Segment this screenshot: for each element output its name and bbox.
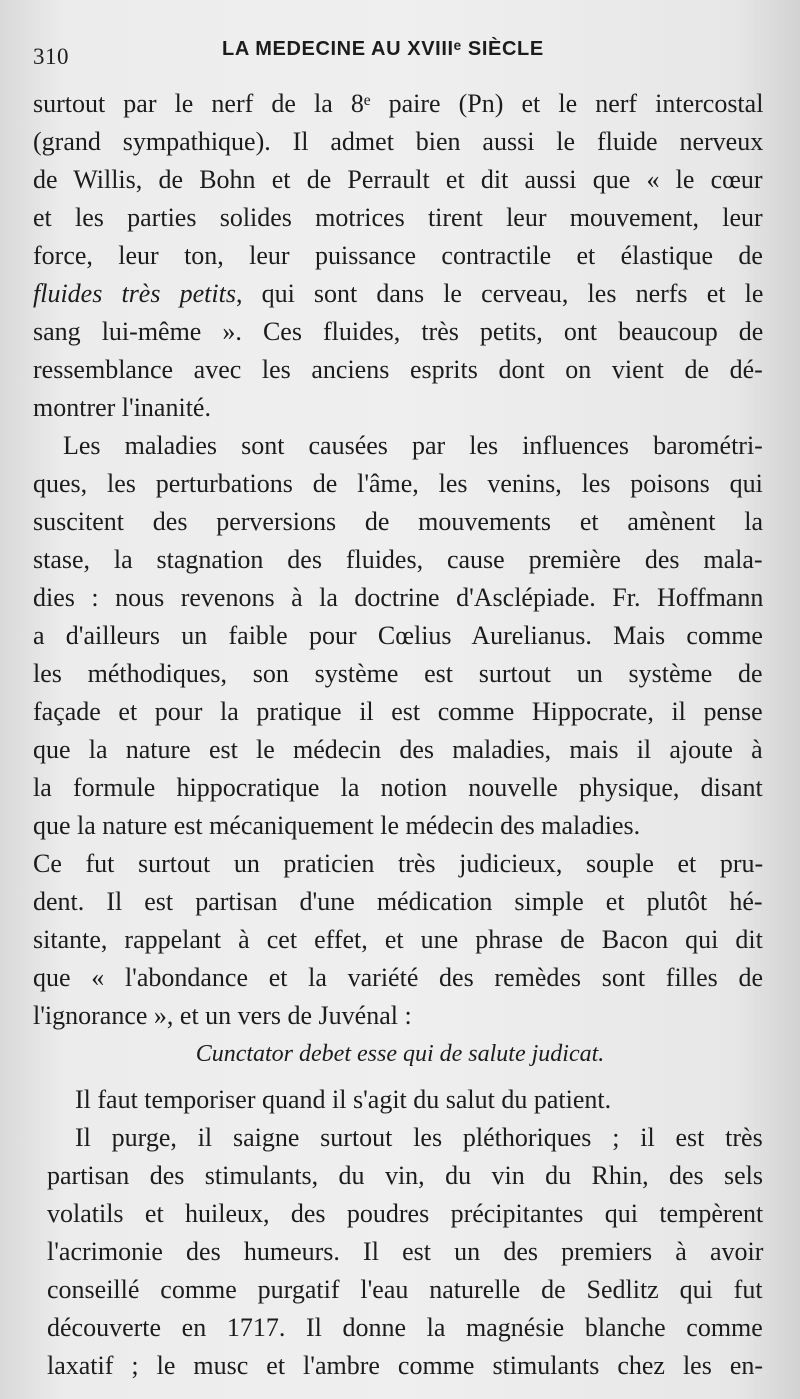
text-line: l'acrimonie des humeurs. Il est un des premiers à avoir	[47, 1237, 764, 1266]
italic-phrase: fluides très petits	[33, 279, 236, 308]
text-line: façade et pour la pratique il est comme Hippocrate, il pense	[33, 697, 763, 726]
text-line: découverte en 1717. Il donne la magnésie blanche comme	[47, 1313, 763, 1342]
text-line: que la nature est mécaniquement le médecin des maladies.	[33, 811, 641, 840]
text-line: surtout par le nerf de la 8ᵉ paire (Pn) et le nerf intercostal	[33, 89, 764, 118]
text-line: conseillé comme purgatif l'eau naturelle de Sedlitz qui fut	[47, 1275, 763, 1304]
page-header	[0, 36, 800, 76]
text-line: dies : nous revenons à la doctrine d'Asclépiade. Fr. Hoffmann	[33, 583, 764, 612]
text-line: Il faut temporiser quand il s'agit du salut du patient.	[75, 1085, 612, 1114]
latin-quotation: Cunctator debet esse qui de salute judicat.	[195, 1041, 605, 1067]
text-line: suscitent des perversions de mouvements et amènent la	[33, 507, 764, 536]
text-line: que « l'abondance et la variété des remèdes sont filles de	[33, 963, 764, 992]
text-line: a d'ailleurs un faible pour Cœlius Aurelianus. Mais comme	[33, 621, 763, 650]
text-line: laxatif ; le musc et l'ambre comme stimulants chez les en-	[47, 1351, 764, 1380]
text-line: Les maladies sont causées par les influences barométri-	[63, 431, 763, 460]
text-line: Ce fut surtout un praticien très judicieux, souple et pru-	[33, 849, 764, 878]
text-line: dent. Il est partisan d'une médication simple et plutôt hé-	[33, 887, 763, 916]
text-line: ques, les perturbations de l'âme, les venins, les poisons qui	[33, 469, 763, 498]
text-line: l'ignorance », et un vers de Juvénal :	[33, 1001, 412, 1030]
text-line: la formule hippocratique la notion nouvelle physique, disant	[33, 773, 763, 802]
text-line: que la nature est le médecin des maladies, mais il ajoute à	[33, 735, 763, 764]
text-line: partisan des stimulants, du vin, du vin du Rhin, des sels	[47, 1161, 764, 1190]
text-line: sitante, rappelant à cet effet, et une phrase de Bacon qui dit	[33, 925, 763, 954]
text-line: ressemblance avec les anciens esprits dont on vient de dé-	[33, 355, 763, 384]
text-line: et les parties solides motrices tirent leur mouvement, leur	[33, 203, 763, 232]
text-line: stase, la stagnation des fluides, cause première des mala-	[33, 545, 763, 574]
running-title: LA MEDECINE AU XVIIIᵉ SIÈCLE	[222, 38, 544, 60]
text-line: (grand sympathique). Il admet bien aussi le fluide nerveux	[33, 127, 764, 156]
text-line: les méthodiques, son système est surtout un système de	[33, 659, 763, 688]
text-line: Il purge, il saigne surtout les pléthoriques ; il est très	[75, 1123, 763, 1152]
page-number: 310	[33, 44, 69, 69]
text-line: force, leur ton, leur puissance contractile et élastique de	[33, 241, 763, 270]
text-line-with-italic	[33, 276, 763, 312]
text-line: sang lui-même ». Ces fluides, très petits, ont beaucoup de	[33, 317, 764, 346]
text-line-rest: , qui sont dans le cerveau, les nerfs et le	[235, 279, 764, 308]
text-line: montrer l'inanité.	[33, 393, 211, 422]
text-line: volatils et huileux, des poudres précipitantes qui tempèrent	[47, 1199, 764, 1228]
text-line: de Willis, de Bohn et de Perrault et dit aussi que « le cœur	[33, 165, 763, 194]
